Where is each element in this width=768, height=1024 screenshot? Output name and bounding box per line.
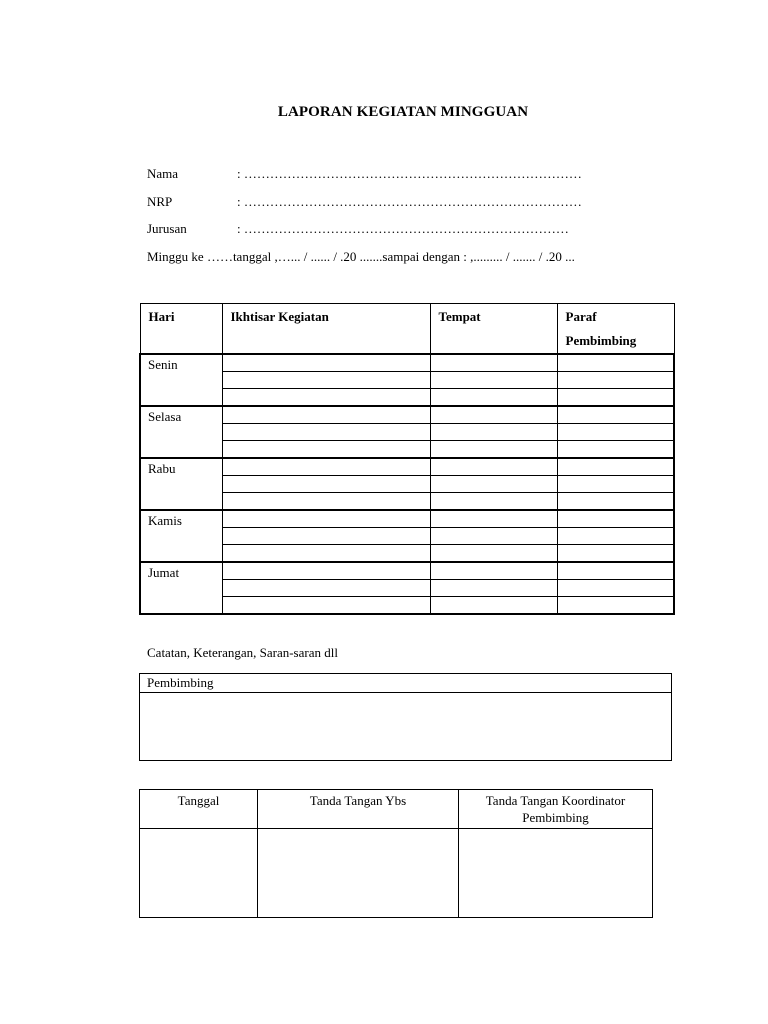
identity-label: Nama — [147, 166, 179, 181]
ikhtisar-cell[interactable] — [222, 372, 430, 389]
activity-row — [140, 510, 674, 528]
activity-body — [140, 354, 674, 614]
activity-row — [140, 354, 674, 372]
tempat-cell[interactable] — [430, 424, 557, 441]
ikhtisar-cell[interactable] — [222, 580, 430, 597]
paraf-cell[interactable] — [557, 597, 674, 615]
paraf-cell[interactable] — [557, 441, 674, 459]
paraf-cell[interactable] — [557, 424, 674, 441]
paraf-cell[interactable] — [557, 354, 674, 372]
activity-row — [140, 562, 674, 580]
paraf-cell[interactable] — [557, 458, 674, 476]
tempat-cell[interactable] — [430, 510, 557, 528]
tempat-cell[interactable] — [430, 372, 557, 389]
identity-value: : …………………………………………………………………… — [237, 194, 582, 209]
tempat-cell[interactable] — [430, 545, 557, 563]
paraf-cell[interactable] — [557, 389, 674, 407]
day-cell: Kamis — [140, 510, 222, 562]
tempat-cell[interactable] — [430, 493, 557, 511]
identity-label: Jurusan — [147, 221, 187, 236]
notes-box-header: Pembimbing — [140, 674, 671, 693]
ikhtisar-cell[interactable] — [222, 424, 430, 441]
tempat-cell[interactable] — [430, 580, 557, 597]
tempat-cell[interactable] — [430, 441, 557, 459]
paraf-cell[interactable] — [557, 372, 674, 389]
paraf-cell[interactable] — [557, 528, 674, 545]
tempat-cell[interactable] — [430, 389, 557, 407]
paraf-cell[interactable] — [557, 406, 674, 424]
ikhtisar-cell[interactable] — [222, 441, 430, 459]
tempat-cell[interactable] — [430, 354, 557, 372]
day-cell: Senin — [140, 354, 222, 406]
header-koordinator-line1: Tanda Tangan Koordinator — [485, 793, 626, 808]
header-hari: Hari — [140, 304, 222, 355]
paraf-cell[interactable] — [557, 510, 674, 528]
day-cell: Rabu — [140, 458, 222, 510]
header-tempat: Tempat — [430, 304, 557, 355]
header-tanggal: Tanggal — [140, 790, 258, 829]
ikhtisar-cell[interactable] — [222, 562, 430, 580]
signature-body-row — [140, 829, 653, 918]
header-paraf — [557, 304, 674, 355]
tempat-cell[interactable] — [430, 597, 557, 615]
identity-row-nama — [147, 166, 582, 182]
header-paraf-line2: Pembimbing — [565, 333, 637, 348]
signature-cell-tanggal[interactable] — [140, 829, 258, 918]
header-tanda-tangan-koordinator — [459, 790, 653, 829]
day-cell: Jumat — [140, 562, 222, 614]
paraf-cell[interactable] — [557, 562, 674, 580]
tempat-cell[interactable] — [430, 406, 557, 424]
activity-row — [140, 458, 674, 476]
identity-row-nrp — [147, 194, 582, 210]
tempat-cell[interactable] — [430, 562, 557, 580]
activity-table — [139, 303, 675, 615]
ikhtisar-cell[interactable] — [222, 528, 430, 545]
form-title: LAPORAN KEGIATAN MINGGUAN — [277, 104, 529, 120]
activity-header-row — [140, 304, 674, 355]
ikhtisar-cell[interactable] — [222, 510, 430, 528]
tempat-cell[interactable] — [430, 458, 557, 476]
paraf-cell[interactable] — [557, 580, 674, 597]
signature-table — [139, 789, 653, 918]
header-paraf-line1: Paraf — [565, 309, 597, 324]
tempat-cell[interactable] — [430, 528, 557, 545]
ikhtisar-cell[interactable] — [222, 493, 430, 511]
paraf-cell[interactable] — [557, 493, 674, 511]
week-line: Minggu ke ……tanggal ,…... / ...... / .20 .......sampai dengan : ,......... / ....... / .20 ... — [147, 249, 575, 264]
notes-box[interactable] — [139, 673, 672, 761]
identity-value: : ………………………………………………………………… — [237, 221, 569, 236]
paraf-cell[interactable] — [557, 476, 674, 493]
day-cell: Selasa — [140, 406, 222, 458]
ikhtisar-cell[interactable] — [222, 458, 430, 476]
ikhtisar-cell[interactable] — [222, 597, 430, 615]
ikhtisar-cell[interactable] — [222, 354, 430, 372]
activity-row — [140, 406, 674, 424]
notes-caption: Catatan, Keterangan, Saran-saran dll — [147, 645, 338, 660]
header-tanda-tangan-ybs: Tanda Tangan Ybs — [258, 790, 459, 829]
header-ikhtisar: Ikhtisar Kegiatan — [222, 304, 430, 355]
ikhtisar-cell[interactable] — [222, 406, 430, 424]
paraf-cell[interactable] — [557, 545, 674, 563]
identity-row-jurusan — [147, 221, 569, 237]
identity-label: NRP — [147, 194, 173, 209]
signature-cell-koordinator[interactable] — [459, 829, 653, 918]
ikhtisar-cell[interactable] — [222, 476, 430, 493]
tempat-cell[interactable] — [430, 476, 557, 493]
ikhtisar-cell[interactable] — [222, 545, 430, 563]
identity-value: : …………………………………………………………………… — [237, 166, 582, 181]
header-koordinator-line2: Pembimbing — [522, 810, 589, 825]
signature-header-row — [140, 790, 653, 829]
signature-cell-ybs[interactable] — [258, 829, 459, 918]
ikhtisar-cell[interactable] — [222, 389, 430, 407]
